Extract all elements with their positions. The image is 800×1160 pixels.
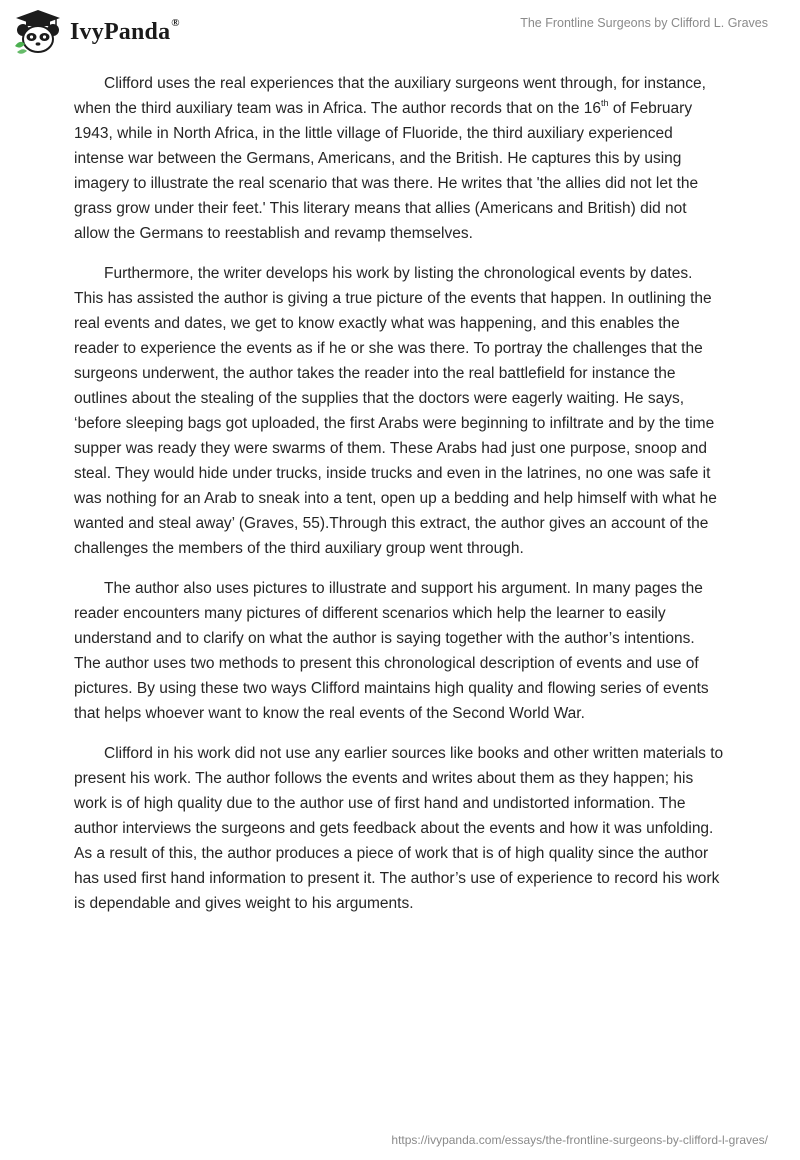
paragraph-3: The author also uses pictures to illustrate and support his argument. In many pages the reader encounters many pictures of different scenarios which help the learner to easily understand and to clarify on what the author is saying together with the author’s intentions. The author uses two methods to present this chronological description of events and use of pictures. By using these two ways Clifford maintains high quality and flowing series of events that helps whoever want to know the real events of the Second World War. — [74, 580, 709, 722]
page-header — [0, 0, 800, 62]
paragraph-2: Furthermore, the writer develops his work by listing the chronological events by dates. This has assisted the author is giving a true picture of the events that happen. In outlining the real events and dates, we get to know exactly what was happening, and this enables the reader to experience the events as if he or she was there. To portray the challenges that the surgeons underwent, the author takes the reader into the real battlefield for instance the outlines about the stealing of the supplies that the doctors were eagerly waiting. He says, ‘before sleeping bags got uploaded, the first Arabs were beginning to infiltrate and by the time supper was ready they were swarms of them. These Arabs had just one purpose, snoop and steal. They would hide under trucks, inside trucks and even in the latrines, no one was safe it was nothing for an Arab to sneak into a tent, open up a bedding and help himself with what he wanted and steal away’ (Graves, 55).Through this extract, the author gives an account of the challenges the members of the third auxiliary group went through. — [74, 265, 717, 557]
ivypanda-logo[interactable] — [12, 8, 180, 56]
logo-wordmark: IvyPanda® — [70, 16, 180, 45]
registered-mark: ® — [171, 16, 180, 29]
paragraph-1: Clifford uses the real experiences that the auxiliary surgeons went through, for instance, when the third auxiliary team was in Africa. The author records that on the 16th of February 1943, while in North Africa, in the little village of Fluoride, the third auxiliary experienced intense war between the Germans, Americans, and the British. He captures this by using imagery to illustrate the real scenario that was there. He writes that 'the allies did not let the grass grow under their feet.' This literary means that allies (Americans and British) did not allow the Germans to reestablish and revamp themselves. — [74, 75, 706, 242]
paragraph-4: Clifford in his work did not use any earlier sources like books and other written materials to present his work. The author follows the events and writes about them as they happen; his work is of high quality due to the author use of first hand and undistorted information. The author interviews the surgeons and gets feedback about the events and how it was unfolding. As a result of this, the author produces a piece of work that is of high quality since the author has used first hand information to present it. The author’s use of experience to record his work is dependable and gives weight to his arguments. — [74, 745, 724, 912]
essay-body — [74, 71, 724, 931]
ordinal-suffix: th — [601, 98, 609, 108]
document-title: The Frontline Surgeons by Clifford L. Graves — [520, 16, 768, 30]
panda-graduate-icon — [12, 8, 64, 56]
source-url[interactable]: https://ivypanda.com/essays/the-frontline-surgeons-by-clifford-l-graves/ — [391, 1133, 768, 1147]
